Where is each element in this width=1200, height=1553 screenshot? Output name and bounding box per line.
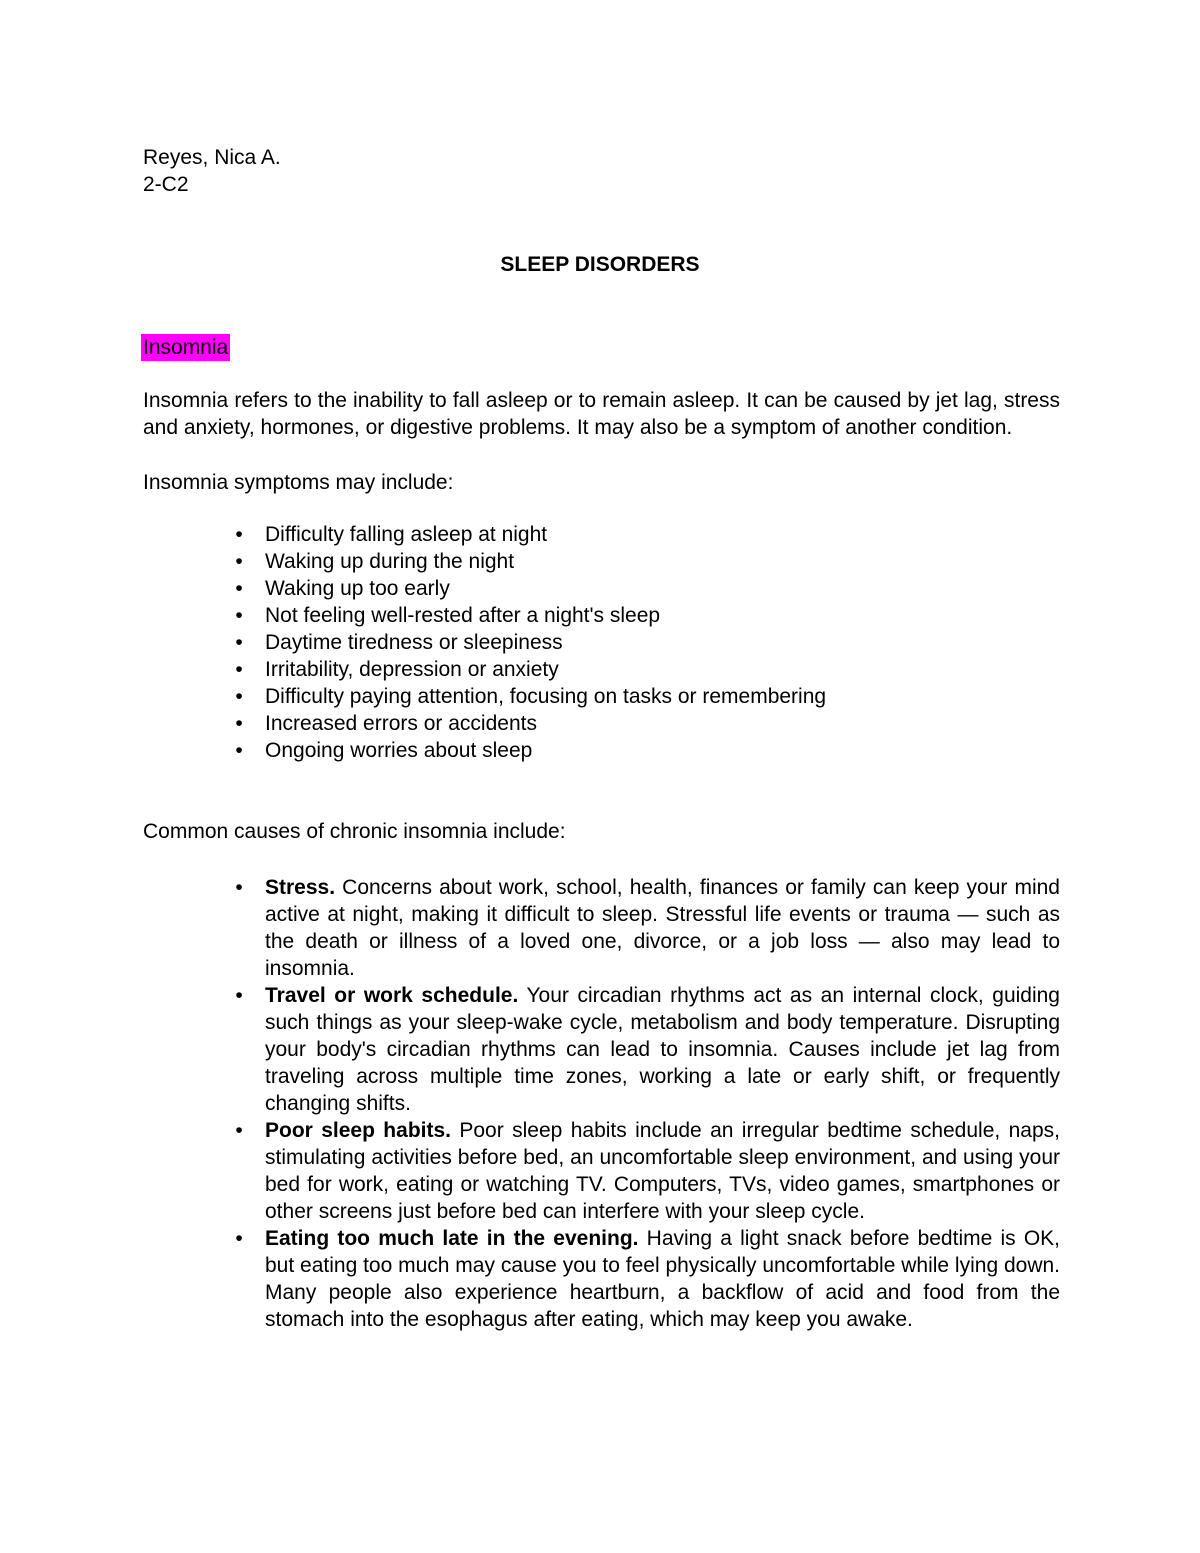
list-item (229, 874, 1060, 982)
cause-description: Your circadian rhythms act as an internal clock, guiding such things as your sleep-wake cycle, metabolism and body temperature. Disrupting your body's circadian rhythms can lead to insomnia. Causes include jet lag from traveling across multiple time zones, working a late or early shift, or frequently changing shifts. (265, 984, 1060, 1115)
cause-term: Eating too much late in the evening. (265, 1227, 639, 1250)
list-item (229, 629, 989, 656)
cause-term: Stress. (265, 876, 336, 899)
list-item (229, 521, 989, 548)
list-item (229, 737, 989, 764)
list-item-text: Ongoing worries about sleep (265, 739, 533, 762)
cause-description: Having a light snack before bedtime is OK, but eating too much may cause you to feel physically uncomfortable while lying down. Many people also experience heartburn, a backflow of acid and food from the stomach into the esophagus after eating, which may keep you awake. (265, 1227, 1060, 1331)
intro-paragraph: Insomnia refers to the inability to fall asleep or to remain asleep. It can be caused by jet lag, stress and anxiety, hormones, or digestive problems. It may also be a symptom of another condition. (143, 389, 1060, 439)
bullet-icon: • (235, 577, 243, 600)
cause-description: Poor sleep habits include an irregular bedtime schedule, naps, stimulating activities before bed, an uncomfortable sleep environment, and using your bed for work, eating or watching TV. Computers, TVs, video games, smartphones or other screens just before bed can interfere with your sleep cycle. (265, 1119, 1060, 1223)
cause-description: Concerns about work, school, health, finances or family can keep your mind active at night, making it difficult to sleep. Stressful life events or trauma — such as the death or illness of a loved one, divorce, or a job loss — also may lead to insomnia. (265, 876, 1060, 980)
list-item (229, 710, 989, 737)
bullet-icon: • (235, 658, 243, 681)
list-item-text: Difficulty falling asleep at night (265, 523, 548, 546)
author-name: Reyes, Nica A. (143, 146, 281, 169)
bullet-icon: • (235, 1119, 243, 1142)
list-item-text: Difficulty paying attention, focusing on tasks or remembering (265, 685, 827, 708)
cause-term: Travel or work schedule. (265, 984, 519, 1007)
symptoms-list (229, 521, 989, 764)
bullet-icon: • (235, 712, 243, 735)
bullet-icon: • (235, 550, 243, 573)
list-item (229, 575, 989, 602)
symptoms-lead-text: Insomnia symptoms may include: (143, 471, 454, 494)
list-item (229, 548, 989, 575)
causes-lead-text: Common causes of chronic insomnia include: (143, 820, 566, 843)
causes-list (229, 874, 1060, 1333)
bullet-icon: • (235, 1227, 243, 1250)
list-item-text: Irritability, depression or anxiety (265, 658, 559, 681)
list-item (229, 1225, 1060, 1333)
bullet-icon: • (235, 523, 243, 546)
bullet-icon: • (235, 685, 243, 708)
list-item-text: Increased errors or accidents (265, 712, 537, 735)
list-item (229, 683, 989, 710)
cause-term: Poor sleep habits. (265, 1119, 451, 1142)
section-code: 2-C2 (143, 173, 189, 196)
list-item (229, 1117, 1060, 1225)
section-heading-insomnia: Insomnia (143, 336, 229, 359)
bullet-icon: • (235, 876, 243, 899)
document-title: SLEEP DISORDERS (500, 253, 700, 276)
list-item (229, 602, 989, 629)
list-item-text: Not feeling well-rested after a night's sleep (265, 604, 661, 627)
bullet-icon: • (235, 631, 243, 654)
list-item-text: Daytime tiredness or sleepiness (265, 631, 563, 654)
list-item-text: Waking up too early (265, 577, 450, 600)
bullet-icon: • (235, 984, 243, 1007)
list-item (229, 656, 989, 683)
bullet-icon: • (235, 604, 243, 627)
bullet-icon: • (235, 739, 243, 762)
list-item-text: Waking up during the night (265, 550, 515, 573)
list-item (229, 982, 1060, 1117)
